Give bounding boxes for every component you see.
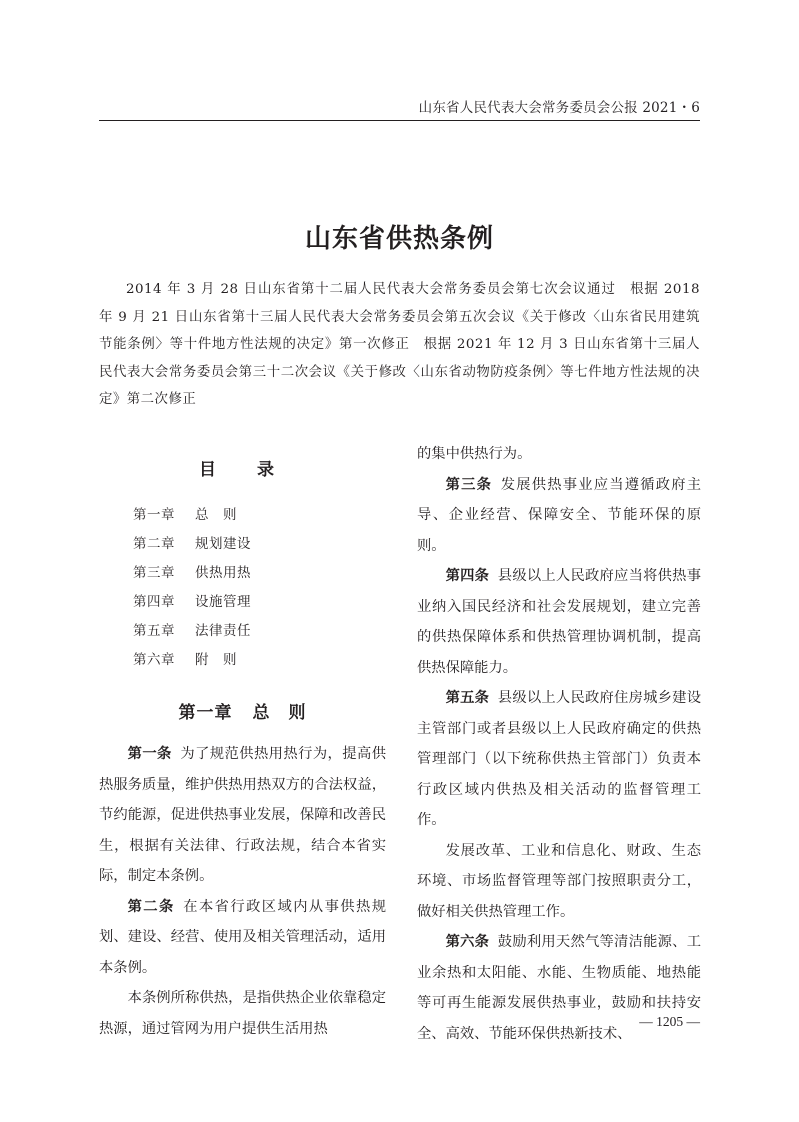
article-2-continuation: 的集中供热行为。: [417, 446, 532, 462]
toc-item-ch1[interactable]: 第一章 总 则: [133, 507, 237, 523]
article-3: 第三条 发展供热事业应当遵循政府主导、企业经营、保障安全、节能环保的原则。: [417, 476, 702, 554]
running-header: [99, 92, 700, 121]
table-of-contents: [99, 501, 386, 675]
toc-item-ch6[interactable]: 第六章 附 则: [133, 652, 237, 668]
toc-item-ch5[interactable]: 第五章 法律责任: [133, 623, 251, 639]
page-number: — 1205 —: [639, 1014, 700, 1029]
article-4: 第四条 县级以上人民政府应当将供热事业纳入国民经济和社会发展规划，建立完善的供热保障体系和供热管理协调机制，提高供热保障能力。: [417, 568, 702, 676]
article-2-paragraph-2: 本条例所称供热，是指供热企业依靠稳定热源，通过管网为用户提供生活用热: [99, 990, 386, 1037]
article-1: 第一条 为了规范供热用热行为，提高供热服务质量，维护供热用热双方的合法权益，节约能源，促进供热事业发展，保障和改善民生，根据有关法律、行政法规，结合本省实际，制定本条例。: [99, 746, 387, 884]
chapter-number: 第一章: [178, 703, 233, 723]
chapter-heading: [99, 699, 386, 727]
article-5-paragraph-2: 发展改革、工业和信息化、财政、生态环境、市场监督管理等部门按照职责分工，做好相关供热管理工作。: [417, 842, 701, 920]
left-column: [99, 455, 386, 1044]
right-column: [417, 439, 701, 1049]
article-6: 第六条 鼓励利用天然气等清洁能源、工业余热和太阳能、水能、生物质能、地热能等可再生能源发展供热事业，鼓励和扶持安全、高效、节能环保供热新技术、: [417, 934, 702, 1042]
article-5-label: 第五条: [445, 690, 490, 706]
article-5: 第五条 县级以上人民政府住房城乡建设主管部门或者县级以上人民政府确定的供热管理部门（以下统称供热主管部门）负责本行政区域内供热及相关活动的监督管理工作。: [417, 690, 702, 828]
running-title: 山东省人民代表大会常务委员会公报 2021・6: [418, 100, 700, 116]
adoption-note: 2014 年 3 月 28 日山东省第十二届人民代表大会常务委员会第七次会议通过 根据 2018 年 9 月 21 日山东省第十三届人民代表大会常务委员会第五次会议《关于修改〈山东省民用建筑节能条例〉等十件地方性法规的决定》第一次修正 根据 2021 年 12 月 3 日山东省第十三届人民代表大会常务委员会第三十二次会议《关于修改〈山东省动物防疫条例〉等七件地方性法规的决定》第二次修正: [99, 282, 700, 407]
toc-title: 目 录: [199, 460, 286, 480]
document-title: 山东省供热条例: [304, 224, 494, 254]
article-6-label: 第六条: [445, 934, 490, 950]
toc-item-ch2[interactable]: 第二章 规划建设: [133, 536, 251, 552]
article-4-label: 第四条: [445, 568, 490, 584]
article-3-label: 第三条: [445, 476, 493, 493]
article-2: 第二条 在本省行政区域内从事供热规划、建设、经营、使用及相关管理活动，适用本条例。: [99, 898, 387, 976]
article-2-label: 第二条: [127, 898, 175, 915]
article-1-label: 第一条: [127, 746, 172, 762]
chapter-name: 总 则: [252, 703, 307, 723]
toc-item-ch3[interactable]: 第三章 供热用热: [133, 565, 251, 581]
toc-item-ch4[interactable]: 第四章 设施管理: [133, 594, 251, 610]
